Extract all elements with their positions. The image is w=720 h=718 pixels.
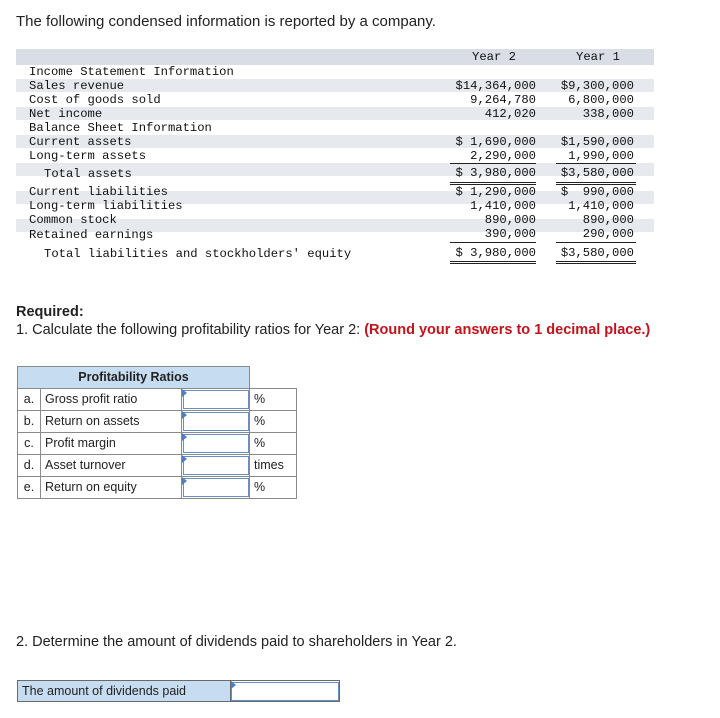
gross-profit-ratio-input[interactable]: [183, 390, 249, 409]
row-label: Long-term assets: [29, 149, 147, 163]
value-y2: 9,264,780: [470, 93, 536, 107]
value-y2: 390,000: [484, 227, 536, 241]
value-y1: $3,580,000: [560, 166, 634, 180]
row-label: Current assets: [29, 135, 132, 149]
row-letter: a.: [18, 388, 41, 410]
underline-rule: [450, 163, 536, 164]
row-label: Gross profit ratio: [41, 388, 182, 410]
intro-text: The following condensed information is reported by a company.: [16, 13, 436, 30]
row-label: Common stock: [29, 213, 117, 227]
statement-header-band: [16, 49, 654, 65]
return-on-assets-input[interactable]: [183, 412, 249, 431]
value-y1: $ 990,000: [560, 185, 634, 199]
value-y1: 890,000: [582, 213, 634, 227]
dividends-table: [17, 680, 340, 702]
underline-rule: [556, 261, 636, 262]
required-heading: Required:: [16, 304, 84, 320]
underline-rule: [450, 242, 536, 243]
table-row: [18, 388, 297, 410]
profitability-ratios-table: [17, 366, 297, 499]
row-label: Profit margin: [41, 432, 182, 454]
row-letter: d.: [18, 454, 41, 476]
dividends-label: The amount of dividends paid: [18, 681, 231, 702]
table-row: [18, 410, 297, 432]
gross-profit-ratio-cell: [182, 388, 250, 410]
dividends-cell: [231, 681, 340, 702]
row-unit: %: [250, 410, 297, 432]
row-unit: times: [250, 454, 297, 476]
row-unit: %: [250, 476, 297, 498]
value-y1: $1,590,000: [560, 135, 634, 149]
financial-statement: [16, 49, 654, 267]
value-y2: $ 1,690,000: [455, 135, 536, 149]
return-on-equity-cell: [182, 476, 250, 498]
value-y2: $ 1,290,000: [455, 185, 536, 199]
value-y2: $ 3,980,000: [455, 246, 536, 260]
profit-margin-cell: [182, 432, 250, 454]
row-label: Return on assets: [41, 410, 182, 432]
value-y1: 290,000: [582, 227, 634, 241]
value-y2: $ 3,980,000: [455, 166, 536, 180]
value-y1: $9,300,000: [560, 79, 634, 93]
underline-rule: [556, 242, 636, 243]
row-label: Sales revenue: [29, 79, 125, 93]
row-label: Current liabilities: [29, 185, 168, 199]
underline-rule: [556, 163, 636, 164]
value-y1: 1,990,000: [568, 149, 634, 163]
row-label: Long-term liabilities: [29, 199, 183, 213]
row-label: Asset turnover: [41, 454, 182, 476]
underline-rule: [556, 263, 636, 264]
asset-turnover-cell: [182, 454, 250, 476]
table-row: [18, 454, 297, 476]
profit-margin-input[interactable]: [183, 434, 249, 453]
dividends-paid-input[interactable]: [231, 682, 339, 701]
return-on-assets-cell: [182, 410, 250, 432]
rounding-note: (Round your answers to 1 decimal place.): [364, 322, 651, 338]
value-y2: 2,290,000: [470, 149, 536, 163]
underline-rule: [450, 184, 536, 185]
table-title: Profitability Ratios: [18, 367, 250, 389]
underline-rule: [450, 182, 536, 183]
row-unit: %: [250, 432, 297, 454]
question-1: [16, 322, 650, 338]
row-label: Income Statement Information: [29, 65, 234, 79]
value-y1: 6,800,000: [568, 93, 634, 107]
row-label: Return on equity: [41, 476, 182, 498]
value-y2: $14,364,000: [455, 79, 536, 93]
row-label: Retained earnings: [29, 228, 154, 242]
row-label: Total liabilities and stockholders' equity: [44, 247, 352, 261]
col-year2-header: Year 2: [472, 50, 516, 64]
value-y2: 412,020: [484, 107, 536, 121]
asset-turnover-input[interactable]: [183, 456, 249, 475]
underline-rule: [450, 261, 536, 262]
value-y1: 1,410,000: [568, 199, 634, 213]
question-1-text: 1. Calculate the following profitability ratios for Year 2:: [16, 322, 365, 338]
row-label: Net income: [29, 107, 103, 121]
table-row: [18, 476, 297, 498]
question-2: 2. Determine the amount of dividends paid to shareholders in Year 2.: [16, 634, 457, 650]
return-on-equity-input[interactable]: [183, 478, 249, 497]
underline-rule: [556, 184, 636, 185]
row-label: Balance Sheet Information: [29, 121, 212, 135]
row-label: Cost of goods sold: [29, 93, 161, 107]
value-y1: 338,000: [582, 107, 634, 121]
row-unit: %: [250, 388, 297, 410]
row-label: Total assets: [44, 167, 132, 181]
col-year1-header: Year 1: [576, 50, 620, 64]
row-letter: c.: [18, 432, 41, 454]
row-letter: e.: [18, 476, 41, 498]
value-y2: 890,000: [484, 213, 536, 227]
row-letter: b.: [18, 410, 41, 432]
value-y2: 1,410,000: [470, 199, 536, 213]
underline-rule: [556, 182, 636, 183]
value-y1: $3,580,000: [560, 246, 634, 260]
underline-rule: [450, 263, 536, 264]
table-row: [18, 432, 297, 454]
